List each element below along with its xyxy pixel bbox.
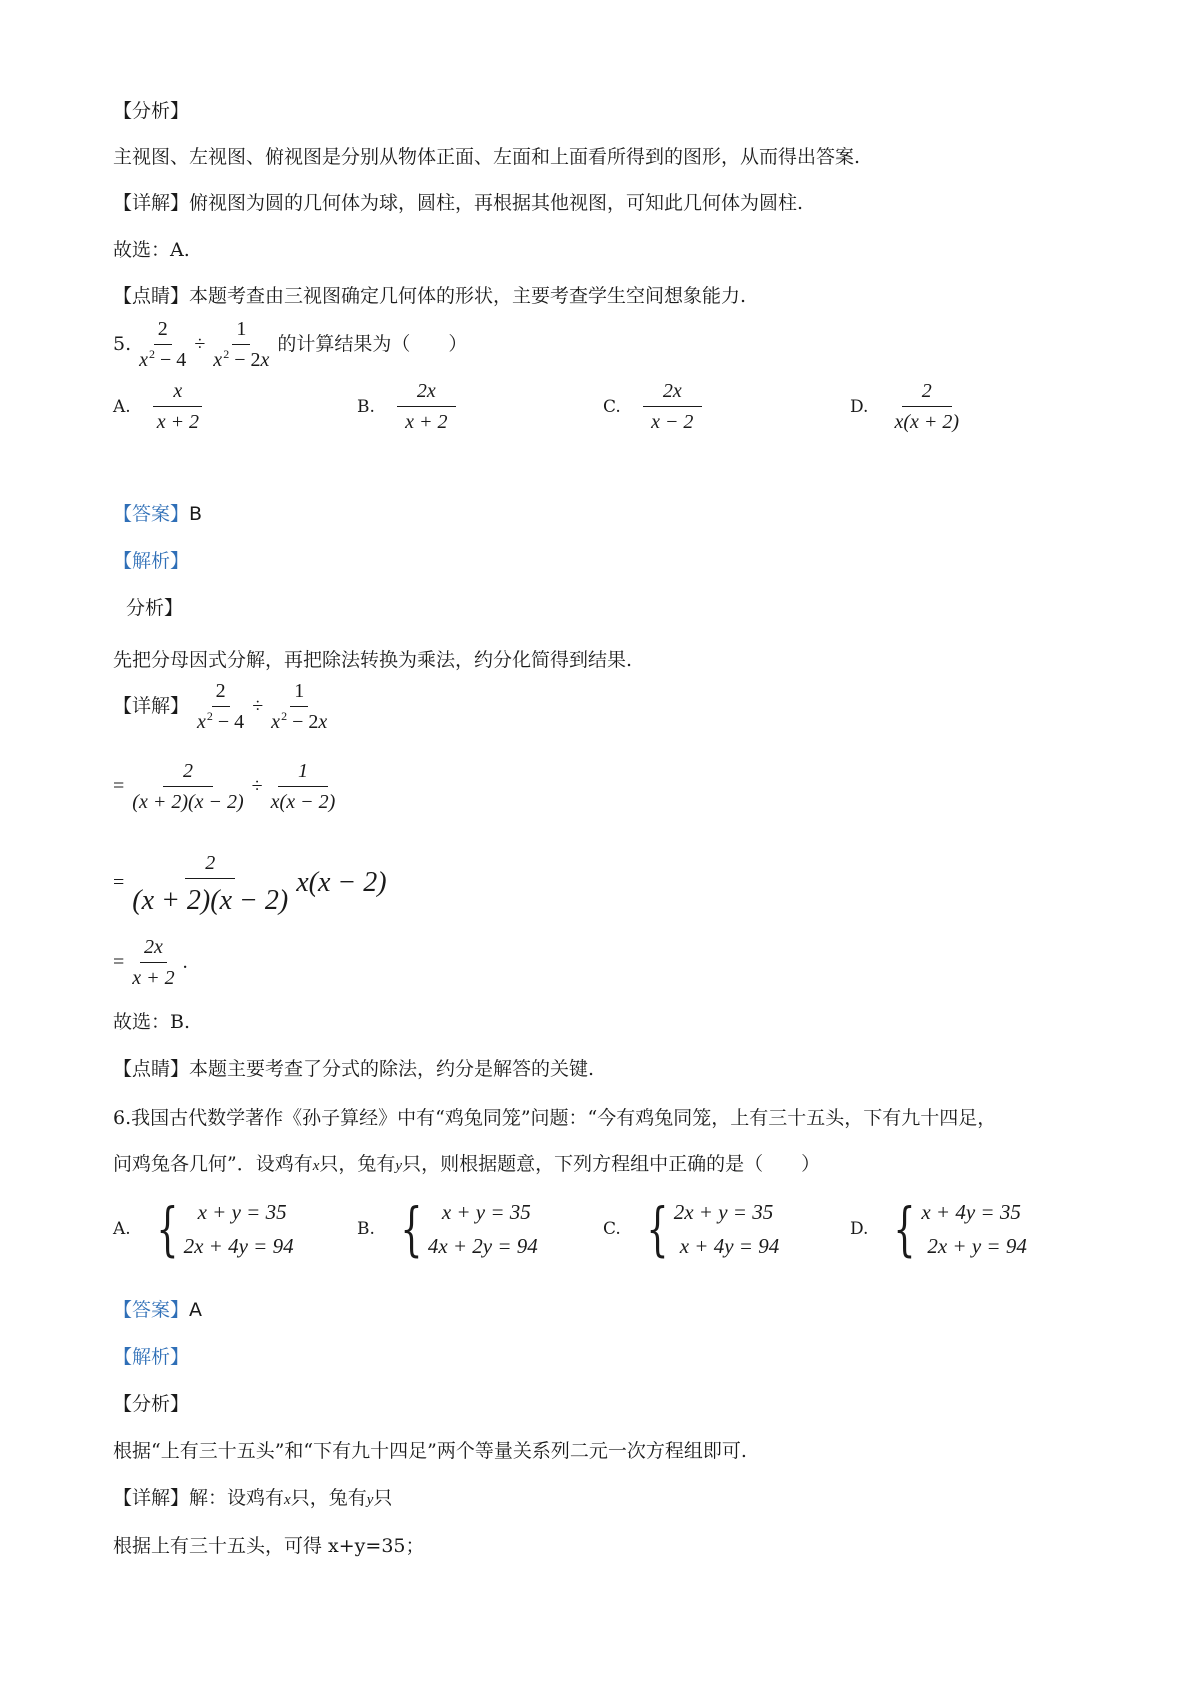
analysis-text: 主视图、左视图、俯视图是分别从物体正面、左面和上面看所得到的图形，从而得出答案. — [113, 146, 861, 168]
choice-text: 故选：A. — [113, 239, 190, 261]
q5-answer-value: B — [189, 503, 203, 525]
q5-step-3: = $\frac{2x}{x + 2}$ . — [113, 936, 188, 989]
q5-step-2: = $\frac{2}{(x + 2)(x - 2)}$ x(x − 2) — [113, 852, 387, 916]
q6-answer-tag: 【答案】 — [113, 1299, 190, 1321]
q5-step-1: = $\frac{2}{(x + 2)(x - 2)}$ ÷ $\frac{1}{x(x - 2)}$ — [113, 760, 336, 813]
q6-analysis-tag: 【解析】 — [113, 1346, 190, 1368]
q5-comment: 【点睛】本题主要考查了分式的除法，约分是解答的关键. — [113, 1058, 595, 1080]
q6-option-c: C. { 2x + y = 35 x + 4y = 94 — [603, 1195, 780, 1263]
q5-detail-fraction-1: $\frac{2}{x^2 - 4}$ — [197, 680, 245, 733]
q6-last-line: 根据上有三十五头，可得 x+y=35； — [113, 1535, 425, 1557]
q5-fraction-1: $\frac{2}{x^2 - 4}$ — [139, 318, 187, 371]
q6-detail-line: 【详解】解：设鸡有x只，兔有y只 — [113, 1487, 393, 1509]
detail-text: 【详解】俯视图为圆的几何体为球，圆柱，再根据其他视图，可知此几何体为圆柱. — [113, 192, 804, 214]
q5-fraction-2: $\frac{1}{x^2 - 2x}$ — [213, 318, 270, 371]
q5-stem-tail: 的计算结果为（ ） — [277, 333, 468, 355]
q6-fenxi-text: 根据“上有三十五头”和“下有九十四足”两个等量关系列二元一次方程组即可. — [113, 1440, 747, 1462]
q5-choice: 故选：B. — [113, 1011, 191, 1033]
q5-stem — [113, 318, 467, 372]
q6-stem-line-1: 6.我国古代数学著作《孙子算经》中有“鸡兔同笼”问题：“今有鸡兔同笼，上有三十五头，下有九十四足， — [113, 1107, 997, 1129]
q6-fenxi-heading: 【分析】 — [113, 1393, 190, 1415]
q6-option-d: D. { x + 4y = 35 2x + y = 94 — [850, 1195, 1027, 1263]
q5-detail-divide: ÷ — [252, 695, 264, 717]
q6-answer-value: A — [189, 1299, 203, 1321]
q5-divide-sign: ÷ — [194, 333, 206, 355]
q5-number: 5. — [113, 333, 132, 355]
q5-answer-tag: 【答案】 — [113, 503, 190, 525]
q5-option-b: B. $\frac{2x}{x + 2}$ — [357, 380, 460, 434]
q6-option-b: B. { x + y = 35 4x + 2y = 94 — [357, 1195, 538, 1263]
q5-detail-tag: 【详解】 — [113, 695, 190, 717]
q6-stem-line-2: 问鸡兔各几何”．设鸡有x只，兔有y只，则根据题意，下列方程组中正确的是（ ） — [113, 1153, 821, 1175]
q5-detail-start — [113, 680, 335, 734]
q6-option-a: A. { x + y = 35 2x + 4y = 94 — [113, 1195, 294, 1263]
q5-answer-line — [113, 499, 202, 526]
q6-answer-line — [113, 1295, 202, 1322]
q5-analysis-tag: 【解析】 — [113, 550, 190, 572]
q5-fenxi-heading: 分析】 — [126, 597, 184, 619]
q5-option-d: D. $\frac{2}{x(x + 2)}$ — [850, 380, 960, 433]
q5-option-a: A. $\frac{x}{x + 2}$ — [113, 380, 207, 434]
q5-fenxi-text: 先把分母因式分解，再把除法转换为乘法，约分化简得到结果. — [113, 649, 633, 671]
q5-option-c: C. $\frac{2x}{x - 2}$ — [603, 380, 706, 434]
comment-text: 【点睛】本题考查由三视图确定几何体的形状，主要考查学生空间想象能力. — [113, 285, 747, 307]
analysis-heading: 【分析】 — [113, 100, 190, 122]
q5-detail-fraction-2: $\frac{1}{x^2 - 2x}$ — [271, 680, 328, 733]
